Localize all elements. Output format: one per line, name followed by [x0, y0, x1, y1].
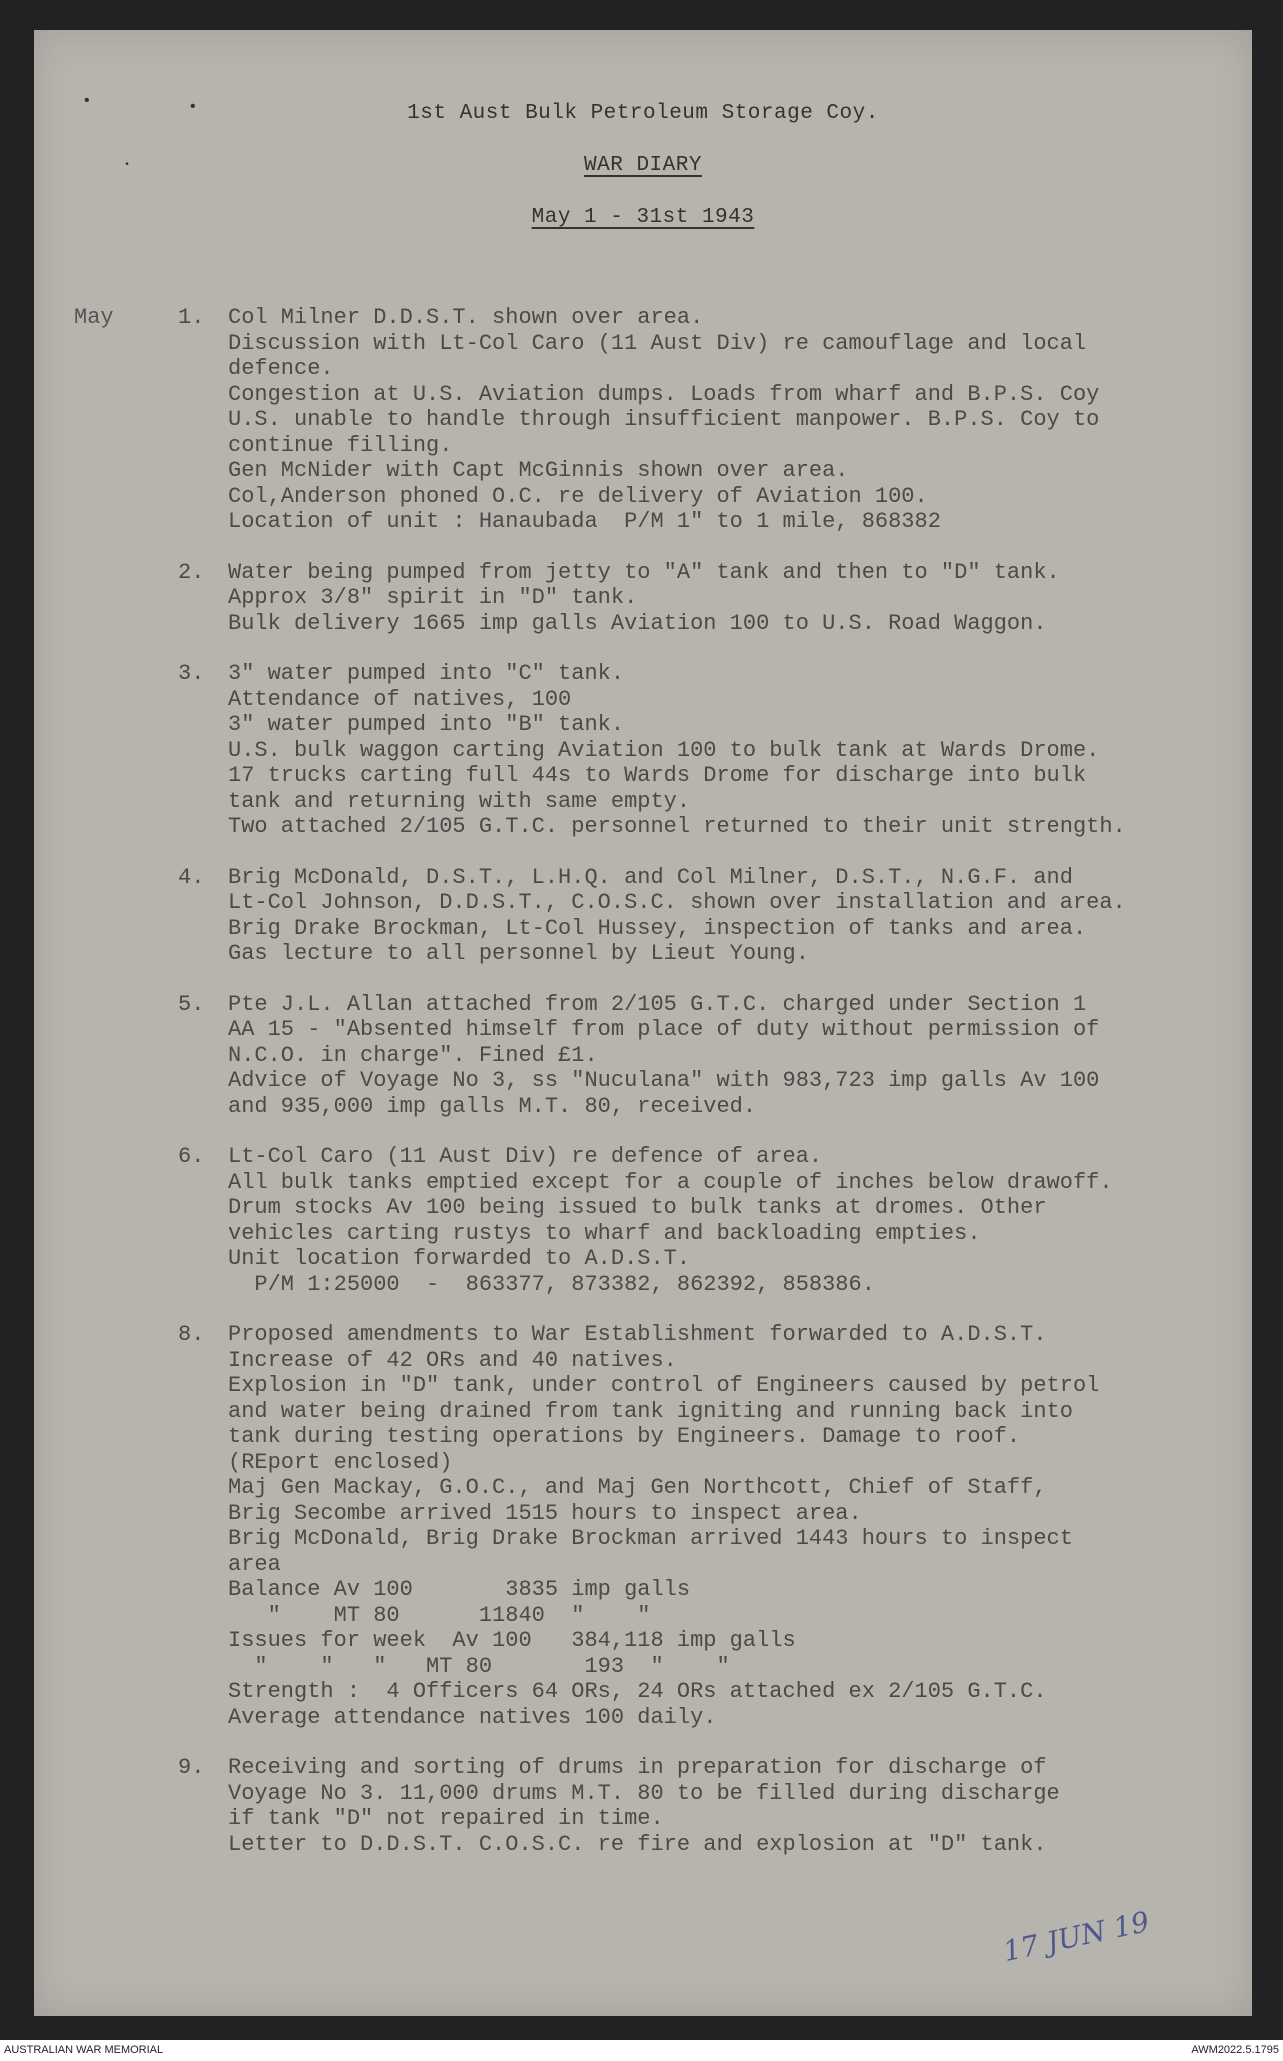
entry-month: May	[74, 305, 114, 330]
credit-bar	[0, 2040, 1283, 2061]
entry-line: Col Milner D.D.S.T. shown over area.	[228, 305, 704, 330]
entry-line: Proposed amendments to War Establishment forwarded to A.D.S.T.	[228, 1322, 1047, 1347]
entry-day: 3.	[178, 661, 205, 686]
entry-day: 6.	[178, 1144, 205, 1169]
entry-line: Location of unit : Hanaubada P/M 1" to 1 mile, 868382	[228, 509, 941, 534]
entry-line: defence.	[228, 356, 334, 381]
entry-line: Gas lecture to all personnel by Lieut Young.	[228, 941, 809, 966]
entry-line: Lt-Col Caro (11 Aust Div) re defence of area.	[228, 1144, 823, 1169]
entry-line: Unit location forwarded to A.D.S.T.	[228, 1246, 691, 1271]
entry-line: N.C.O. in charge". Fined £1.	[228, 1042, 598, 1068]
entry-line: U.S. unable to handle through insufficient manpower. B.P.S. Coy to	[228, 407, 1100, 432]
entry-line: Approx 3/8" spirit in "D" tank.	[228, 585, 638, 610]
entry-line: vehicles carting rustys to wharf and backloading empties.	[228, 1220, 981, 1246]
entry-line: continue filling.	[228, 432, 453, 458]
entry-line: U.S. bulk waggon carting Aviation 100 to bulk tank at Wards Drome.	[228, 737, 1100, 763]
entry-line: Brig McDonald, Brig Drake Brockman arrived 1443 hours to inspect	[228, 1526, 1073, 1551]
diary-entry	[74, 865, 1234, 967]
entry-line: Two attached 2/105 G.T.C. personnel returned to their unit strength.	[228, 814, 1126, 839]
entry-line: Brig McDonald, D.S.T., L.H.Q. and Col Milner, D.S.T., N.G.F. and	[228, 864, 1073, 890]
entry-line: and water being drained from tank igniting and running back into	[228, 1398, 1073, 1424]
entry-line: Bulk delivery 1665 imp galls Aviation 100 to U.S. Road Waggon.	[228, 610, 1047, 636]
entry-line: " MT 80 11840 " "	[228, 1602, 651, 1628]
entry-line: Pte J.L. Allan attached from 2/105 G.T.C. charged under Section 1	[228, 991, 1087, 1017]
entry-line: Discussion with Lt-Col Caro (11 Aust Div) re camouflage and local	[228, 330, 1087, 356]
entry-line: 3" water pumped into "B" tank.	[228, 712, 625, 737]
entry-line: Letter to D.D.S.T. C.O.S.C. re fire and explosion at "D" tank.	[228, 1831, 1047, 1857]
entry-line: Water being pumped from jetty to "A" tank and then to "D" tank.	[228, 559, 1060, 585]
diary-entries	[74, 305, 1234, 1882]
entry-line: Congestion at U.S. Aviation dumps. Loads from wharf and B.P.S. Coy	[228, 381, 1100, 407]
diary-period: May 1 - 31st 1943	[531, 206, 755, 229]
entry-line: Strength : 4 Officers 64 ORs, 24 ORs attached ex 2/105 G.T.C.	[228, 1679, 1047, 1704]
diary-entry	[74, 992, 1234, 1120]
entry-line: Attendance of natives, 100	[228, 686, 572, 712]
unit-heading: 1st Aust Bulk Petroleum Storage Coy.	[407, 102, 879, 125]
entry-line: Brig Secombe arrived 1515 hours to inspect area.	[228, 1500, 862, 1526]
entry-line: Brig Drake Brockman, Lt-Col Hussey, inspection of tanks and area.	[228, 915, 1087, 941]
entry-line: tank during testing operations by Engineers. Damage to roof.	[228, 1424, 1021, 1449]
entry-day: 1.	[178, 305, 205, 330]
entry-line: and 935,000 imp galls M.T. 80, received.	[228, 1093, 757, 1119]
document-title: WAR DIARY	[584, 154, 702, 177]
punch-mark: •	[188, 98, 198, 116]
entry-line: Advice of Voyage No 3, ss "Nuculana" with 983,723 imp galls Av 100	[228, 1068, 1100, 1093]
entry-line: if tank "D" not repaired in time.	[228, 1806, 664, 1831]
entry-line: tank and returning with same empty.	[228, 788, 691, 814]
entry-line: (REport enclosed)	[228, 1449, 453, 1475]
entry-line: Explosion in "D" tank, under control of Engineers caused by petrol	[228, 1373, 1100, 1398]
credit-institution: AUSTRALIAN WAR MEMORIAL	[4, 2044, 164, 2056]
diary-entry	[74, 1322, 1234, 1730]
entry-line: P/M 1:25000 - 863377, 873382, 862392, 858386.	[228, 1271, 875, 1297]
entry-line: area	[228, 1551, 281, 1577]
entry-day: 2.	[178, 559, 205, 585]
entry-day: 4.	[178, 864, 205, 890]
entry-line: Gen McNider with Capt McGinnis shown over area.	[228, 458, 849, 483]
diary-entry	[74, 1755, 1234, 1857]
entry-line: AA 15 - "Absented himself from place of duty without permission of	[228, 1017, 1100, 1042]
date-stamp: 17 JUN 19	[1000, 1904, 1153, 1969]
credit-reference: AWM2022.5.1795	[1191, 2044, 1279, 2056]
punch-mark: •	[124, 160, 131, 171]
entry-line: Increase of 42 ORs and 40 natives.	[228, 1347, 677, 1373]
entry-line: Col,Anderson phoned O.C. re delivery of Aviation 100.	[228, 483, 928, 509]
entry-line: Lt-Col Johnson, D.D.S.T., C.O.S.C. shown over installation and area.	[228, 890, 1126, 915]
diary-entry	[74, 1144, 1234, 1297]
entry-line: Maj Gen Mackay, G.O.C., and Maj Gen Northcott, Chief of Staff,	[228, 1475, 1047, 1500]
entry-line: All bulk tanks emptied except for a couple of inches below drawoff.	[228, 1169, 1113, 1195]
entry-day: 9.	[178, 1755, 205, 1780]
entry-day: 8.	[178, 1322, 205, 1347]
diary-entry	[74, 661, 1234, 840]
entry-line: Receiving and sorting of drums in preparation for discharge of	[228, 1755, 1047, 1780]
entry-line: 3" water pumped into "C" tank.	[228, 661, 625, 686]
entry-line: 17 trucks carting full 44s to Wards Drome for discharge into bulk	[228, 763, 1087, 788]
entry-line: " " " MT 80 193 " "	[228, 1653, 730, 1679]
diary-entry	[74, 305, 1234, 535]
entry-day: 5.	[178, 991, 205, 1017]
entry-line: Balance Av 100 3835 imp galls	[228, 1577, 691, 1602]
punch-mark: •	[82, 92, 92, 110]
entry-line: Voyage No 3. 11,000 drums M.T. 80 to be filled during discharge	[228, 1780, 1060, 1806]
entry-line: Average attendance natives 100 daily.	[228, 1704, 717, 1730]
entry-line: Drum stocks Av 100 being issued to bulk tanks at dromes. Other	[228, 1195, 1047, 1220]
document-page	[34, 30, 1252, 2016]
entry-line: Issues for week Av 100 384,118 imp galls	[228, 1628, 796, 1653]
diary-entry	[74, 560, 1234, 637]
